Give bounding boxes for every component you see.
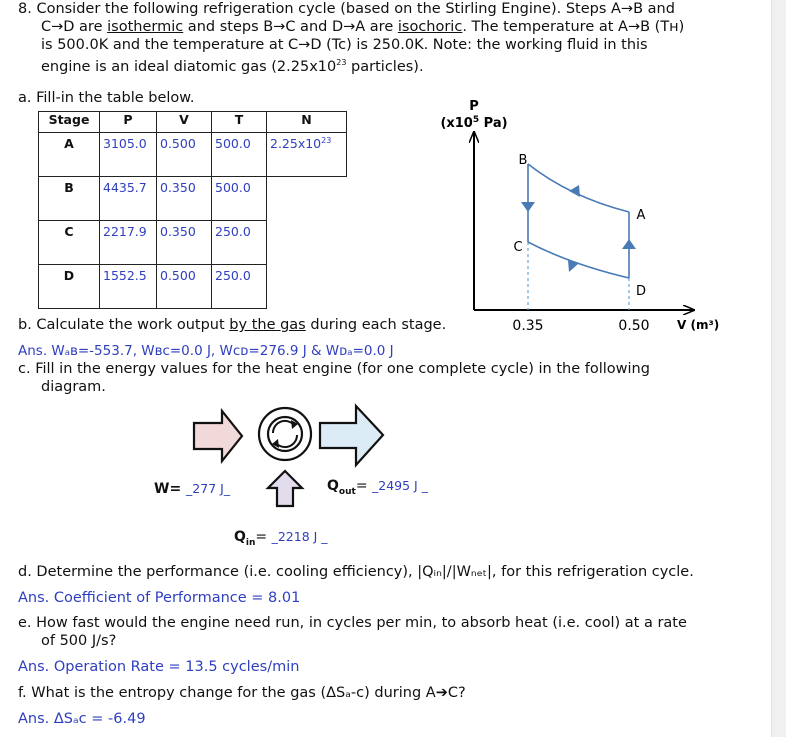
heat-out-eq: = (355, 478, 372, 494)
part-d-label: d. Determine the performance (i.e. cooling efficiency), |Qᵢₙ|/|Wₙₑₜ|, for this refrigeration cycle. (18, 564, 694, 580)
cell-n-base: 2.25x10 (270, 136, 322, 152)
table-row (39, 221, 347, 265)
x-axis-label: V (m³) (677, 318, 720, 332)
heat-in-label (234, 528, 328, 552)
cell-n-empty (267, 221, 347, 265)
arrow-b-to-c (521, 202, 535, 212)
part-e-answer: Ans. Operation Rate = 13.5 cycles/min (18, 659, 300, 675)
col-stage: Stage (39, 112, 100, 133)
problem-line-4-a: engine is an ideal diatomic gas (2.25x10 (41, 58, 337, 75)
work-value: _277 J_ (186, 481, 231, 496)
cell-p: 2217.9 (100, 221, 157, 265)
y-units-pre: (x10 (440, 116, 473, 131)
problem-line-2-a: C→D are (41, 19, 108, 35)
heat-in-arrow-icon (268, 471, 302, 506)
table-row (39, 177, 347, 221)
table-row (39, 133, 347, 177)
heat-in-value: _2218 J _ (271, 529, 328, 544)
part-a-label: a. Fill-in the table below. (18, 90, 195, 106)
heat-out-q: Q (327, 478, 339, 494)
cell-p: 1552.5 (100, 265, 157, 309)
part-d-answer: Ans. Coefficient of Performance = 8.01 (18, 590, 301, 606)
problem-line-3: is 500.0K and the temperature at C→D (Tc) is 250.0K. Note: the working fluid in this (41, 37, 648, 53)
cell-stage: C (39, 221, 100, 265)
part-b-answer: Ans. Wₐʙ=-553.7, Wʙᴄ=0.0 J, Wᴄᴅ=276.9 J & Wᴅₐ=0.0 J (18, 343, 394, 359)
part-c-line-2: diagram. (41, 379, 106, 395)
pv-diagram (430, 92, 750, 340)
x-tick-035: 0.35 (512, 318, 544, 334)
part-b-label (18, 316, 446, 334)
cell-stage: B (39, 177, 100, 221)
x-tick-050: 0.50 (618, 318, 650, 334)
point-d-label: D (635, 284, 647, 299)
vertical-scrollbar[interactable] (771, 0, 786, 737)
y-units-post: Pa) (479, 116, 508, 131)
term-isochoric: isochoric (397, 19, 463, 35)
problem-line-1: 8. Consider the following refrigeration cycle (based on the Stirling Engine). Steps A→B and (18, 1, 675, 17)
problem-line-4 (41, 54, 424, 76)
part-f-label: f. What is the entropy change for the gas (ΔSₐ-ᴄ) during A➔C? (18, 685, 466, 701)
work-label (154, 480, 230, 498)
heat-in-eq: = (255, 529, 272, 545)
cell-n-empty (267, 265, 347, 309)
point-c-label: C (513, 240, 523, 255)
cell-v: 0.350 (157, 177, 212, 221)
problem-line-2-c: . The temperature at A→B (Tʜ) (462, 19, 685, 35)
y-units-exp: 5 (472, 115, 480, 125)
col-v: V (157, 112, 212, 133)
point-b-label: B (518, 153, 528, 168)
part-e-line-1: e. How fast would the engine need run, in cycles per min, to absorb heat (i.e. cool) at a rate (18, 615, 687, 631)
cell-n (267, 133, 347, 177)
heat-in-sub: in (245, 537, 256, 548)
part-b-label-b: during each stage. (305, 317, 447, 333)
work-arrow-icon (194, 411, 242, 461)
table-row (39, 265, 347, 309)
isotherm-cd (528, 242, 629, 278)
cell-v: 0.500 (157, 133, 212, 177)
y-axis-label-p: P (469, 99, 479, 114)
heat-out-arrow-icon (320, 406, 383, 465)
cell-stage: A (39, 133, 100, 177)
heat-out-sub: out (338, 486, 356, 497)
cell-n-empty (267, 177, 347, 221)
cell-p: 3105.0 (100, 133, 157, 177)
cell-t: 500.0 (212, 177, 267, 221)
heat-out-value: _2495 J _ (372, 478, 428, 493)
part-e-line-2: of 500 J/s? (41, 633, 117, 649)
cell-n-exp: 23 (321, 136, 332, 145)
cell-v: 0.350 (157, 221, 212, 265)
state-table (38, 111, 347, 309)
cell-t: 250.0 (212, 265, 267, 309)
problem-line-2-b: and steps B→C and D→A are (183, 19, 398, 35)
part-b-label-a: b. Calculate the work output (18, 317, 230, 333)
part-f-answer: Ans. ΔSₐᴄ = -6.49 (18, 711, 146, 727)
heat-engine-diagram (180, 400, 400, 520)
y-axis-label-units (440, 115, 507, 131)
term-isothermic: isothermic (107, 19, 184, 35)
col-n: N (267, 112, 347, 133)
problem-line-2 (41, 18, 684, 36)
heat-in-q: Q (234, 529, 246, 545)
arrow-a-to-b (569, 185, 580, 197)
cell-v: 0.500 (157, 265, 212, 309)
cell-t: 250.0 (212, 221, 267, 265)
cell-p: 4435.7 (100, 177, 157, 221)
arrow-d-to-a (622, 239, 636, 249)
col-p: P (100, 112, 157, 133)
problem-line-4-b: particles). (346, 58, 424, 75)
work-label-text: W= (154, 481, 187, 497)
col-t: T (212, 112, 267, 133)
heat-out-label (327, 477, 428, 501)
part-c-line-1: c. Fill in the energy values for the heat engine (for one complete cycle) in the following (18, 361, 650, 377)
point-a-label: A (636, 208, 646, 223)
cell-t: 500.0 (212, 133, 267, 177)
particles-exponent: 23 (336, 58, 347, 67)
part-b-label-by-gas: by the gas (229, 317, 306, 333)
table-header-row (39, 112, 347, 133)
cycle-icon (268, 417, 302, 451)
cell-stage: D (39, 265, 100, 309)
